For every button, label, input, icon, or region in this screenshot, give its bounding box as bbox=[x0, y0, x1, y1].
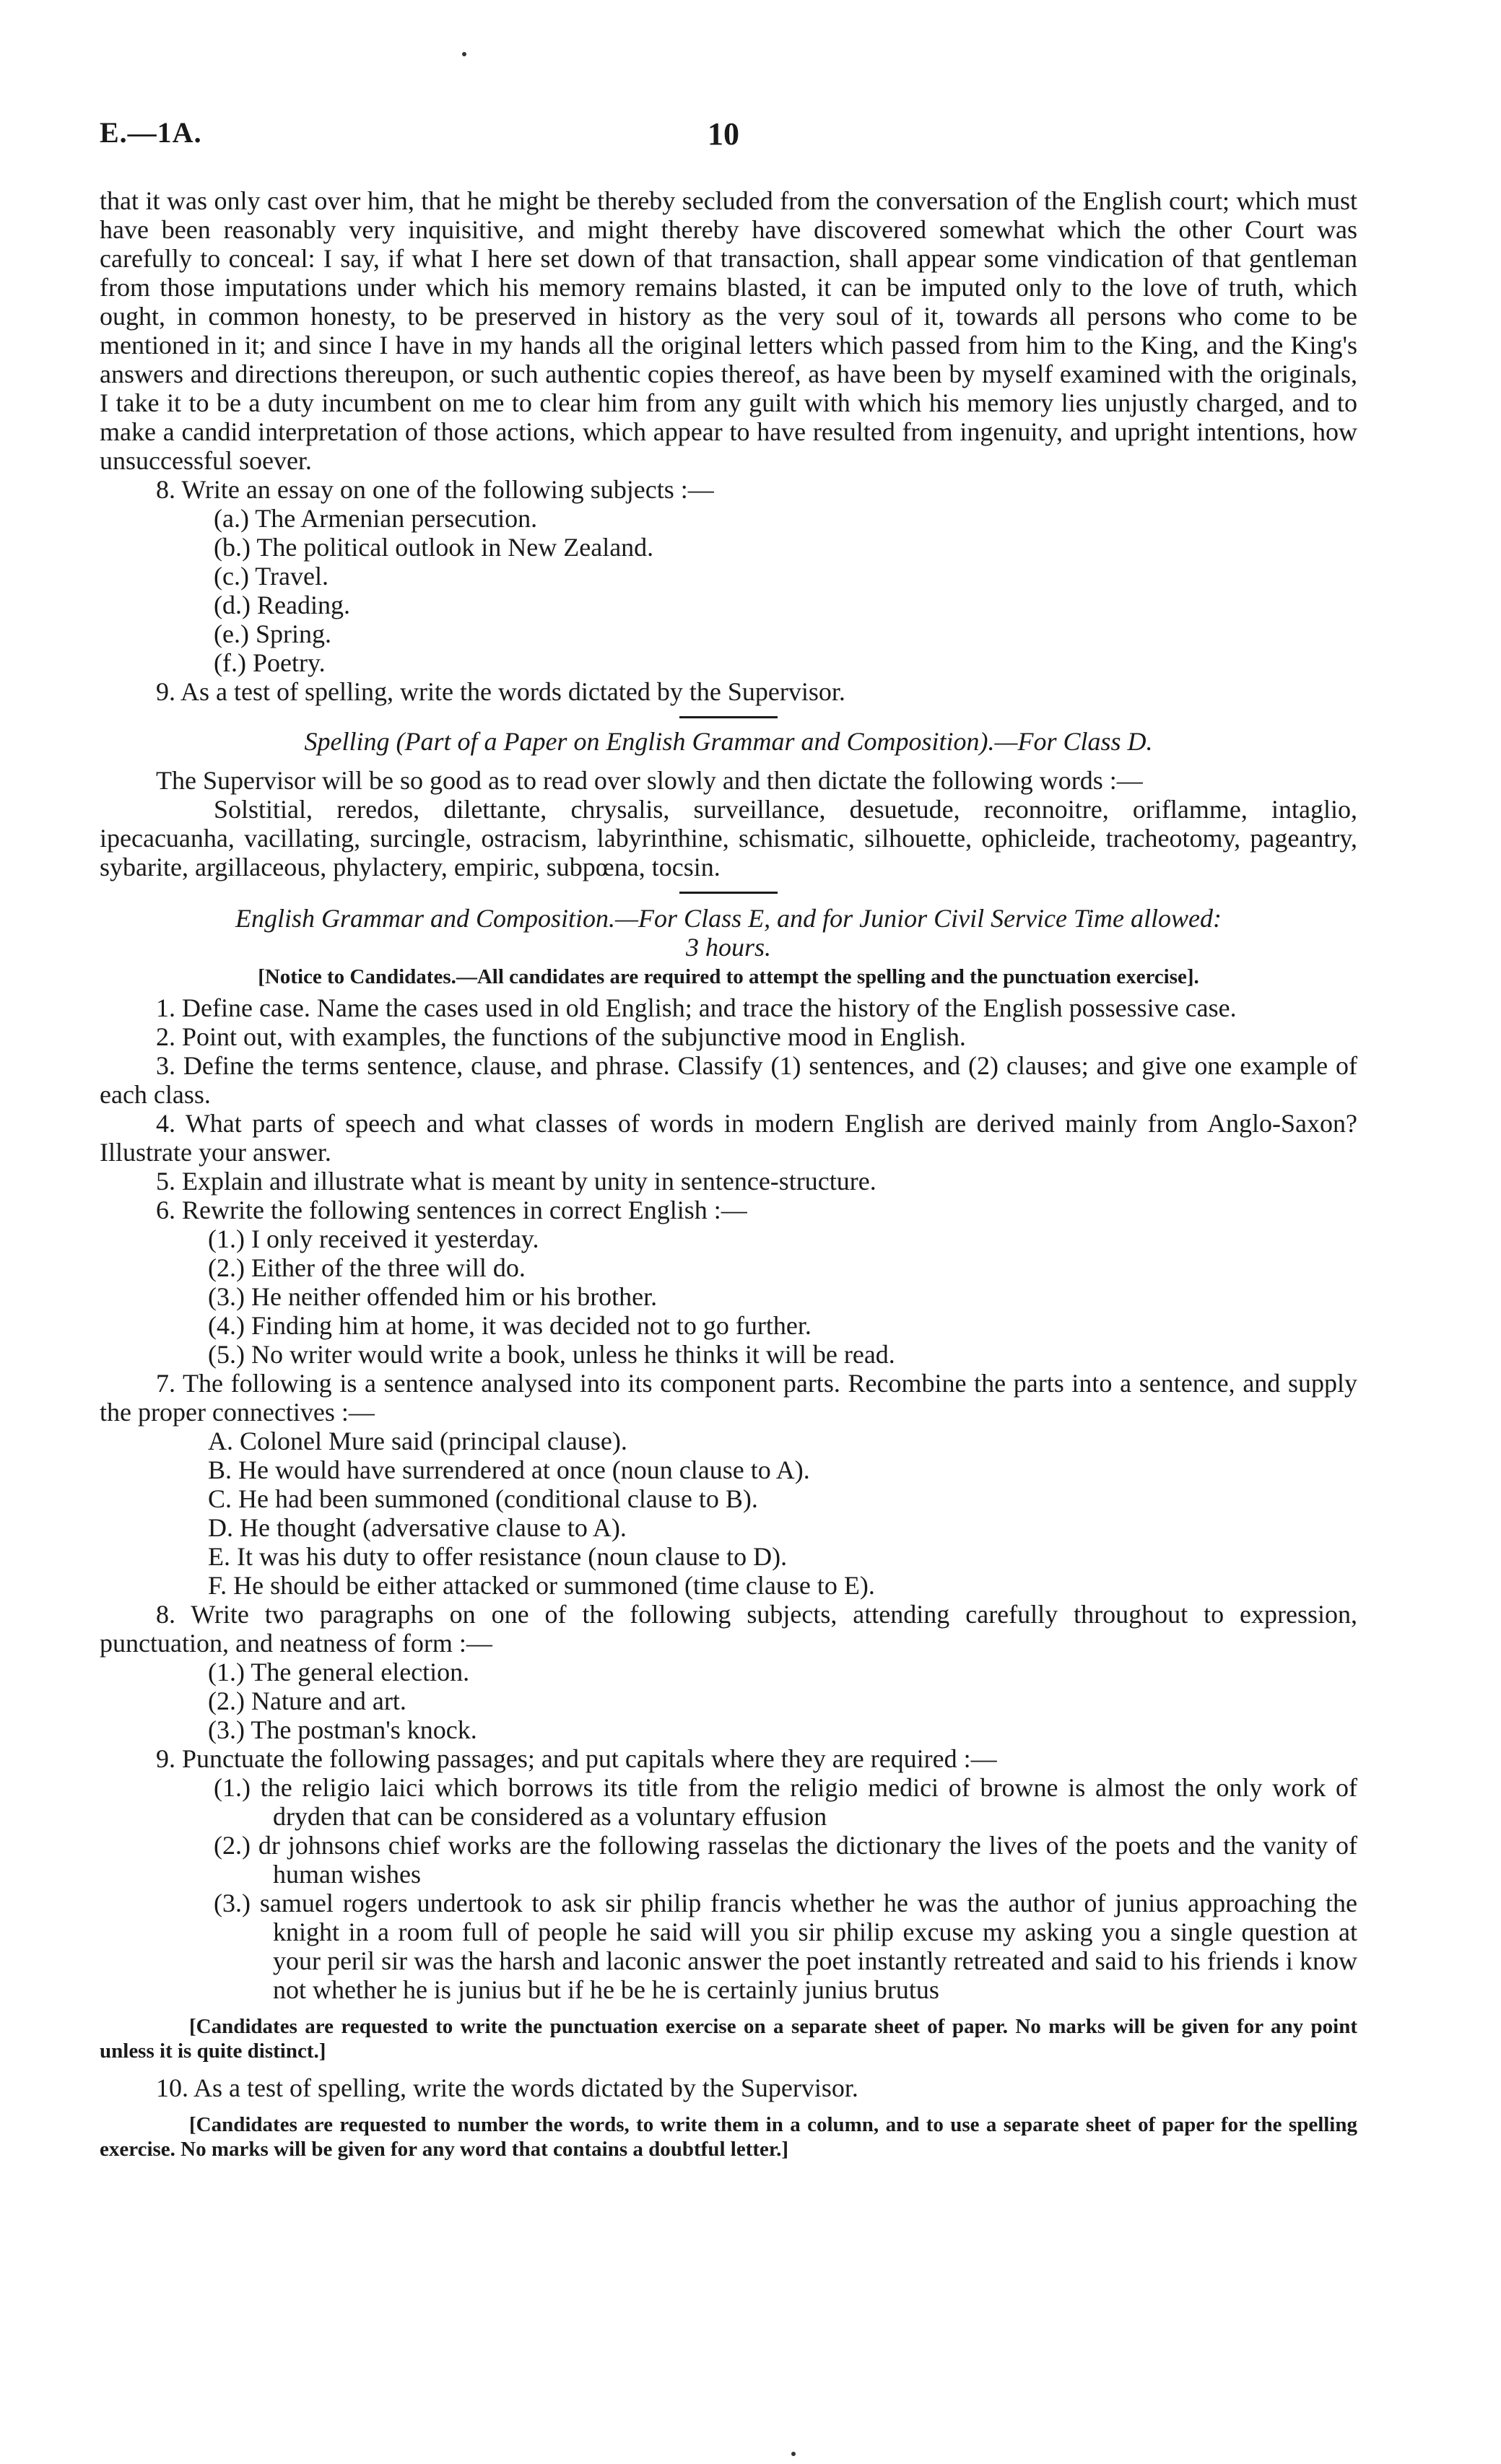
page-number: 10 bbox=[708, 116, 739, 152]
quoted-passage: that it was only cast over him, that he might be thereby secluded from the conversation of the English court; which must have been reasonably very inquisitive, and might thereby have discovered somewhat which the other Court was carefully to conceal: I say, if what I here set down of that transaction, shall appear some vindication of that gentleman from those imputations under which his memory remains blasted, it can be imputed only to the love of truth, which ought, in common honesty, to be preserved in history as the very soul of it, towards all persons who come to be mentioned in it; and since I have in my hands all the original letters which passed from him to the King, and the King's answers and directions thereupon, or such authentic copies thereof, as have been by myself examined with the originals, I take it to be a duty incumbent on me to clear him from any guilt with which his memory lies unjustly charged, and to make a candid interpretation of those actions, which appear to have resulted from ingenuity, and upright intentions, how unsuccessful soever. bbox=[100, 186, 1357, 475]
grammar-question-5: 5. Explain and illustrate what is meant by unity in sentence-structure. bbox=[156, 1167, 876, 1196]
section-divider bbox=[679, 892, 778, 894]
q8-subject: (3.) The postman's knock. bbox=[208, 1715, 477, 1744]
grammar-question-10: 10. As a test of spelling, write the words dictated by the Supervisor. bbox=[156, 2073, 858, 2102]
q8-subject: (1.) The general election. bbox=[208, 1658, 470, 1686]
spelling-note: [Candidates are requested to number the words, to write them in a column, and to use a separate sheet of paper for the spelling exercise. No marks will be given for any word that contains a doubtful letter.] bbox=[100, 2113, 1357, 2161]
grammar-question-4: 4. What parts of speech and what classes of words in modern English are derived mainly from Anglo-Saxon? Illustrate your answer. bbox=[100, 1109, 1357, 1167]
spelling-instruction: The Supervisor will be so good as to read over slowly and then dictate the following words :— bbox=[156, 766, 1143, 795]
notice-to-candidates: [Notice to Candidates.—All candidates are required to attempt the spelling and the punctuation exercise]. bbox=[258, 965, 1199, 988]
section-divider bbox=[679, 716, 778, 718]
grammar-section-title: English Grammar and Composition.—For Class E, and for Junior Civil Service Time allowed: bbox=[235, 904, 1222, 933]
grammar-question-6: 6. Rewrite the following sentences in correct English :— bbox=[156, 1196, 747, 1224]
grammar-question-2: 2. Point out, with examples, the functions of the subjunctive mood in English. bbox=[156, 1022, 966, 1051]
grammar-time-allowed: 3 hours. bbox=[685, 933, 772, 962]
q7-part: E. It was his duty to offer resistance (noun clause to D). bbox=[208, 1542, 788, 1571]
document-reference: E.—1A. bbox=[100, 116, 202, 149]
q7-part: F. He should be either attacked or summoned (time clause to E). bbox=[208, 1571, 875, 1600]
page-body bbox=[100, 186, 1357, 2162]
q8-option: (c.) Travel. bbox=[214, 562, 329, 591]
q7-part: C. He had been summoned (conditional clause to B). bbox=[208, 1484, 758, 1513]
question-9: 9. As a test of spelling, write the words dictated by the Supervisor. bbox=[156, 677, 845, 706]
spelling-section-title: Spelling (Part of a Paper on English Grammar and Composition).—For Class D. bbox=[304, 727, 1153, 756]
punctuation-note: [Candidates are requested to write the punctuation exercise on a separate sheet of paper. No marks will be given for any point unless it is quite distinct.] bbox=[100, 2015, 1357, 2063]
page-header bbox=[100, 116, 1457, 159]
q9-passage: (2.) dr johnsons chief works are the following rasselas the dictionary the lives of the poets and the vanity of human wishes bbox=[214, 1831, 1357, 1889]
q6-sentence: (2.) Either of the three will do. bbox=[208, 1253, 526, 1282]
q6-sentence: (1.) I only received it yesterday. bbox=[208, 1224, 539, 1253]
q6-sentence: (3.) He neither offended him or his brother. bbox=[208, 1282, 658, 1311]
q8-option: (e.) Spring. bbox=[214, 619, 331, 648]
question-8: 8. Write an essay on one of the following subjects :— bbox=[156, 475, 714, 504]
q7-part: A. Colonel Mure said (principal clause). bbox=[208, 1427, 627, 1455]
q8-option: (a.) The Armenian persecution. bbox=[214, 504, 538, 533]
grammar-question-9: 9. Punctuate the following passages; and put capitals where they are required :— bbox=[156, 1744, 997, 1773]
q8-option: (f.) Poetry. bbox=[214, 648, 326, 677]
grammar-question-1: 1. Define case. Name the cases used in old English; and trace the history of the English possessive case. bbox=[156, 993, 1237, 1022]
grammar-question-8: 8. Write two paragraphs on one of the following subjects, attending carefully throughout to expression, punctuation, and neatness of form :— bbox=[100, 1600, 1357, 1658]
speck-mark bbox=[791, 2452, 796, 2456]
q8-option: (b.) The political outlook in New Zealand. bbox=[214, 533, 654, 562]
q6-sentence: (4.) Finding him at home, it was decided not to go further. bbox=[208, 1311, 812, 1340]
grammar-question-3: 3. Define the terms sentence, clause, and phrase. Classify (1) sentences, and (2) clauses; and give one example of each class. bbox=[100, 1051, 1357, 1109]
q8-subject: (2.) Nature and art. bbox=[208, 1686, 406, 1715]
q9-passage: (3.) samuel rogers undertook to ask sir philip francis whether he was the author of junius approaching the knight in a room full of people he said will you sir philip excuse my asking you a single question at your peril sir was the harsh and laconic answer the poet instantly retreated and said to his friends i know not whether he is junius but if he be he is certainly junius brutus bbox=[214, 1889, 1357, 2004]
q7-part: B. He would have surrendered at once (noun clause to A). bbox=[208, 1455, 810, 1484]
speck-mark bbox=[462, 52, 466, 56]
q7-part: D. He thought (adversative clause to A). bbox=[208, 1513, 627, 1542]
q8-option: (d.) Reading. bbox=[214, 591, 350, 619]
spelling-word-list: Solstitial, reredos, dilettante, chrysalis, surveillance, desuetude, reconnoitre, oriflamme, intaglio, ipecacuanha, vacillating, surcingle, ostracism, labyrinthine, schismatic, silhouette, ophicleide, tracheotomy, pageantry, sybarite, argillaceous, phylactery, empiric, subpœna, tocsin. bbox=[100, 795, 1357, 881]
q6-sentence: (5.) No writer would write a book, unless he thinks it will be read. bbox=[208, 1340, 895, 1369]
grammar-question-7: 7. The following is a sentence analysed into its component parts. Recombine the parts into a sentence, and supply the proper connectives :— bbox=[100, 1369, 1357, 1427]
q9-passage: (1.) the religio laici which borrows its title from the religio medici of browne is almost the only work of dryden that can be considered as a voluntary effusion bbox=[214, 1773, 1357, 1831]
